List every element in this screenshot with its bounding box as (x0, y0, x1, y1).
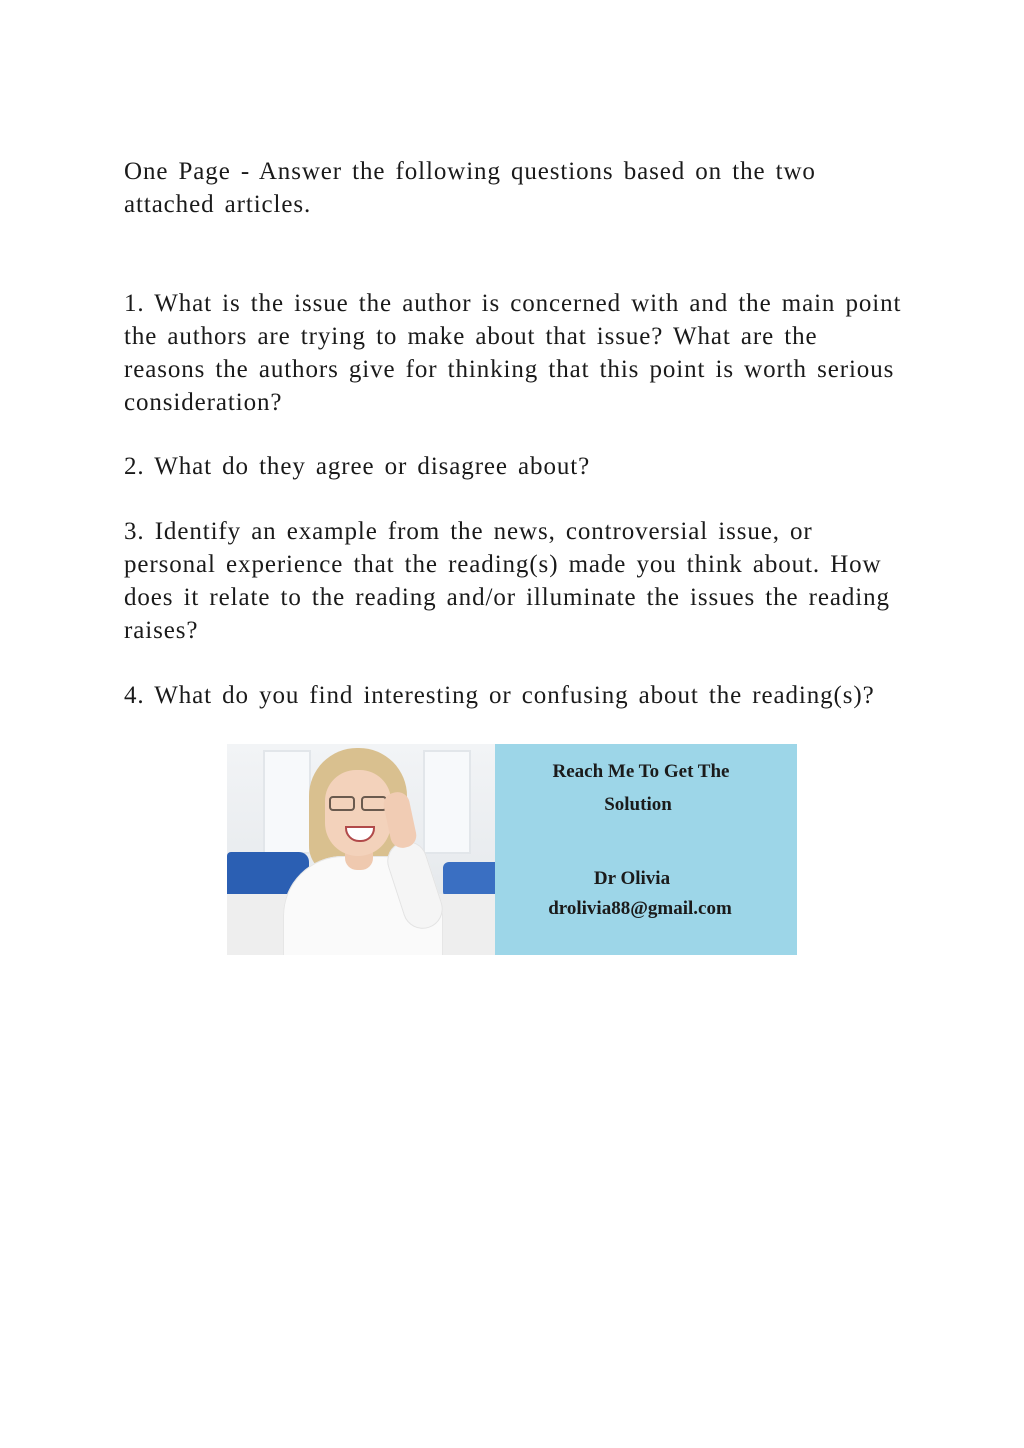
contact-email[interactable]: drolivia88@gmail.com (548, 898, 732, 919)
question-3: 3. Identify an example from the news, controversial issue, or personal experience that the reading(s) made you think about. How does it relate to the reading and/or illuminate the issues the reading raises? (124, 518, 890, 644)
contact-panel (495, 744, 797, 955)
cta-line-2: Solution (604, 794, 672, 815)
question-1: 1. What is the issue the author is concerned with and the main point the authors are trying to make about that issue? What are the reasons the authors give for thinking that this point is worth serious consideration? (124, 290, 902, 416)
cta-line-1: Reach Me To Get The (552, 761, 730, 782)
intro-text: One Page - Answer the following questions based on the two attached articles. (124, 158, 816, 218)
window-pane (263, 750, 311, 854)
window-pane (423, 750, 471, 854)
contact-name: Dr Olivia (593, 868, 671, 889)
glasses-icon (329, 796, 387, 808)
question-2: 2. What do they agree or disagree about? (124, 453, 591, 480)
advert-banner[interactable] (227, 744, 797, 955)
woman-photo (227, 744, 495, 955)
blue-chair (443, 862, 495, 896)
face (325, 770, 391, 856)
question-4: 4. What do you find interesting or confusing about the reading(s)? (124, 682, 875, 709)
